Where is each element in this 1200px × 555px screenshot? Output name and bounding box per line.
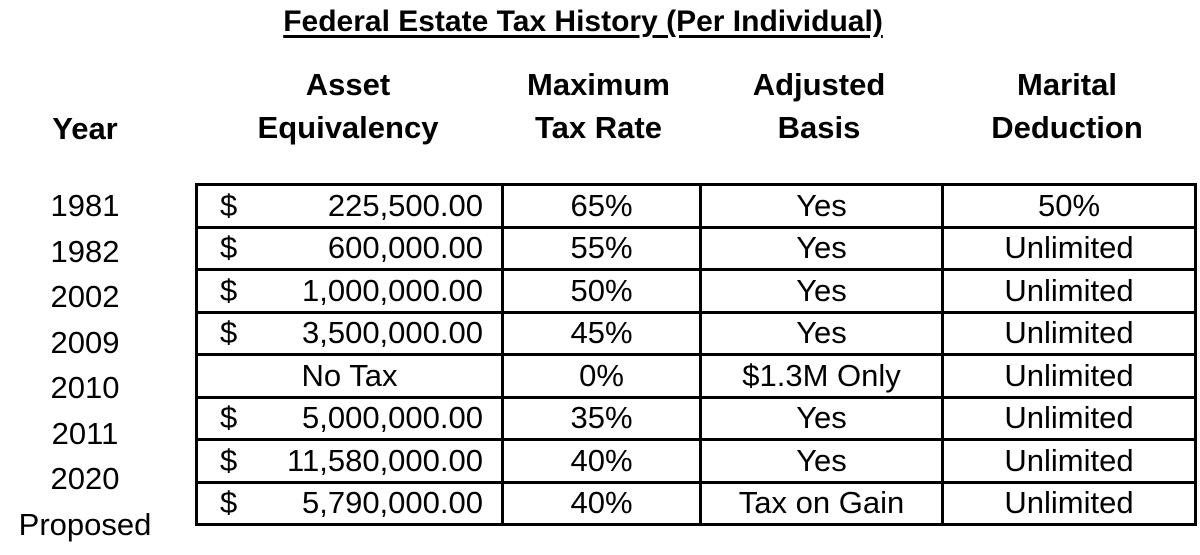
year-cell-1982: 1982	[50, 233, 120, 269]
marital-cell: Unlimited	[943, 355, 1196, 398]
asset-amount: 600,000.00	[327, 230, 483, 266]
table-row	[197, 270, 1196, 313]
currency-symbol: $	[220, 400, 238, 436]
table-row	[197, 312, 1196, 355]
max-rate-cell: 40%	[503, 440, 701, 483]
marital-cell: Unlimited	[943, 312, 1196, 355]
asset-amount: 11,580,000.00	[287, 442, 483, 478]
basis-cell: Yes	[701, 312, 943, 355]
asset-amount: 225,500.00	[327, 187, 483, 223]
marital-cell: 50%	[943, 185, 1196, 228]
asset-cell	[197, 397, 503, 440]
currency-symbol: $	[220, 272, 238, 308]
header-basis-line2: Basis	[777, 110, 861, 145]
asset-cell	[197, 482, 503, 525]
header-adjusted-basis	[699, 63, 939, 149]
marital-cell: Unlimited	[943, 482, 1196, 525]
asset-cell	[197, 227, 503, 270]
basis-cell: Yes	[701, 440, 943, 483]
header-year-label: Year	[52, 111, 118, 146]
table-row	[197, 355, 1196, 398]
basis-cell: Yes	[701, 227, 943, 270]
table-row	[197, 397, 1196, 440]
basis-cell: $1.3M Only	[701, 355, 943, 398]
marital-cell: Unlimited	[943, 227, 1196, 270]
page-title	[0, 4, 1166, 40]
table-row	[197, 227, 1196, 270]
basis-cell: Yes	[701, 397, 943, 440]
max-rate-cell: 55%	[503, 227, 701, 270]
currency-symbol: $	[220, 485, 238, 521]
table-row	[197, 440, 1196, 483]
max-rate-cell: 45%	[503, 312, 701, 355]
currency-symbol: $	[220, 187, 238, 223]
year-cell-2011: 2011	[51, 415, 119, 451]
estate-tax-table	[195, 183, 1197, 526]
asset-amount: 3,500,000.00	[301, 315, 483, 351]
header-asset-equivalency	[198, 63, 498, 149]
year-cell-1981: 1981	[50, 188, 120, 223]
header-rate-line1: Maximum	[527, 67, 670, 102]
header-rate-line2: Tax Rate	[535, 110, 662, 145]
asset-cell	[197, 270, 503, 313]
header-basis-line1: Adjusted	[752, 67, 886, 102]
max-rate-cell: 50%	[503, 270, 701, 313]
max-rate-cell: 65%	[503, 185, 701, 228]
max-rate-cell: 0%	[503, 355, 701, 398]
header-asset-line1: Asset	[305, 67, 391, 102]
year-cell-2009: 2009	[50, 324, 120, 360]
asset-cell	[197, 185, 503, 228]
header-marital-deduction	[941, 63, 1193, 149]
asset-cell-no-tax: No Tax	[197, 355, 503, 398]
year-cell-2020: 2020	[50, 461, 120, 496]
basis-cell: Yes	[701, 185, 943, 228]
asset-amount: 5,790,000.00	[301, 485, 483, 521]
header-year	[0, 107, 170, 150]
marital-cell: Unlimited	[943, 270, 1196, 313]
asset-cell	[197, 440, 503, 483]
asset-cell	[197, 312, 503, 355]
header-asset-line2: Equivalency	[257, 110, 439, 145]
header-marital-line1: Marital	[1017, 67, 1117, 102]
currency-symbol: $	[220, 230, 238, 266]
year-column	[0, 183, 170, 547]
asset-amount: 5,000,000.00	[301, 400, 483, 436]
table-row	[197, 185, 1196, 228]
marital-cell: Unlimited	[943, 397, 1196, 440]
header-marital-line2: Deduction	[991, 110, 1143, 145]
marital-cell: Unlimited	[943, 440, 1196, 483]
max-rate-cell: 35%	[503, 397, 701, 440]
year-cell-proposed: Proposed	[18, 506, 152, 542]
asset-amount: 1,000,000.00	[301, 272, 483, 308]
basis-cell: Yes	[701, 270, 943, 313]
table-row	[197, 482, 1196, 525]
max-rate-cell: 40%	[503, 482, 701, 525]
currency-symbol: $	[220, 442, 238, 478]
currency-symbol: $	[220, 315, 238, 351]
year-cell-2002: 2002	[50, 279, 120, 314]
title-text: Federal Estate Tax History (Per Individual)	[283, 5, 883, 38]
year-cell-2010: 2010	[50, 370, 120, 405]
basis-cell: Tax on Gain	[701, 482, 943, 525]
header-maximum-tax-rate	[501, 63, 696, 149]
